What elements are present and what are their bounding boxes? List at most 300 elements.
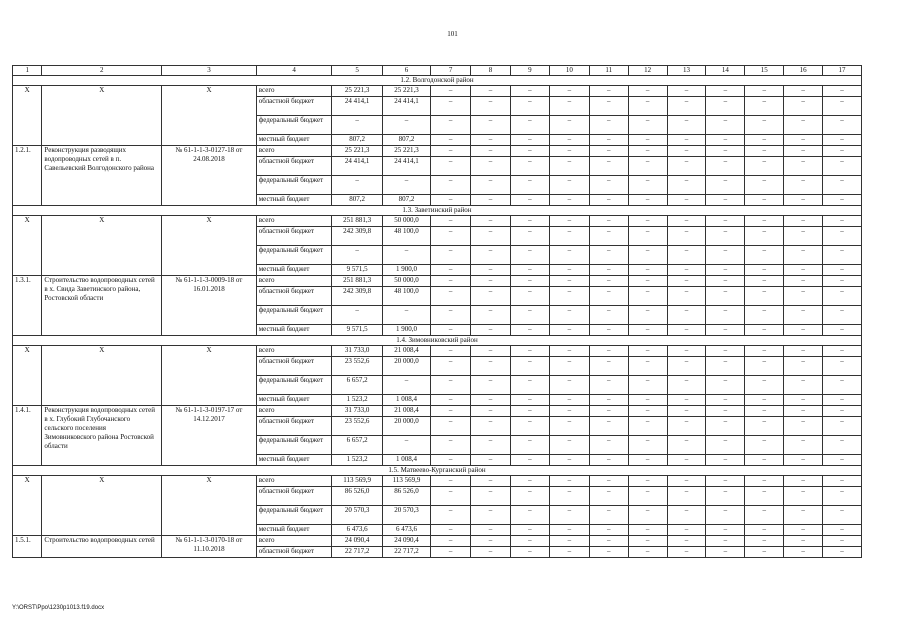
dash-cell: – [745, 86, 784, 97]
dash-cell: – [628, 436, 667, 455]
dash-cell: – [745, 157, 784, 176]
object-name: Строительство водопроводных сетей [42, 536, 162, 558]
dash-cell: – [706, 487, 745, 506]
dash-cell: – [823, 176, 862, 195]
dash-cell: – [706, 246, 745, 265]
dash-cell: – [549, 476, 589, 487]
expertise-document: № 61-1-1-3-0127-18 от 24.08.2018 [162, 146, 257, 206]
x-mark: Х [162, 476, 257, 536]
dash-cell: – [510, 246, 549, 265]
dash-cell: – [784, 325, 823, 336]
dash-cell: – [784, 227, 823, 246]
dash-cell: – [706, 146, 745, 157]
dash-cell: – [706, 265, 745, 276]
dash-cell: – [431, 525, 471, 536]
dash-cell: – [471, 216, 511, 227]
amount-cell: 6 657,2 [332, 436, 382, 455]
dash-cell: – [823, 346, 862, 357]
budget-source-label: всего [256, 536, 332, 547]
dash-cell: – [628, 487, 667, 506]
x-mark: Х [13, 476, 42, 536]
dash-cell: – [510, 346, 549, 357]
dash-cell: – [745, 195, 784, 206]
dash-cell: – [549, 216, 589, 227]
dash-cell: – [431, 176, 471, 195]
dash-cell: – [745, 506, 784, 525]
dash-cell: – [471, 86, 511, 97]
dash-cell: – [784, 276, 823, 287]
dash-cell: – [431, 506, 471, 525]
dash-cell: – [706, 227, 745, 246]
dash-cell: – [510, 325, 549, 336]
amount-cell: 31 733,0 [332, 346, 382, 357]
dash-cell: – [471, 506, 511, 525]
dash-cell: – [431, 487, 471, 506]
budget-source-label: всего [256, 276, 332, 287]
dash-cell: – [510, 525, 549, 536]
amount-cell: 242 309,8 [332, 287, 382, 306]
dash-cell: – [549, 547, 589, 558]
dash-cell: – [549, 455, 589, 466]
x-mark: Х [162, 86, 257, 146]
dash-cell: – [549, 176, 589, 195]
dash-cell: – [510, 86, 549, 97]
dash-cell: – [823, 86, 862, 97]
section-title: 1.4. Зимовниковский район [13, 336, 862, 346]
dash-cell: – [549, 195, 589, 206]
budget-source-label: федеральный бюджет [256, 436, 332, 455]
dash-cell: – [667, 157, 706, 176]
dash-cell: – [628, 195, 667, 206]
amount-cell: 20 570,3 [382, 506, 430, 525]
dash-cell: – [589, 216, 628, 227]
dash-cell: – [431, 146, 471, 157]
table-row [13, 476, 862, 487]
dash-cell: – [706, 86, 745, 97]
dash-cell: – [823, 246, 862, 265]
dash-cell: – [510, 376, 549, 395]
dash-cell: – [784, 476, 823, 487]
dash-cell: – [510, 395, 549, 406]
section-title: 1.2. Волгодонской район [13, 76, 862, 86]
amount-cell: 1 523,2 [332, 455, 382, 466]
amount-cell: 31 733,0 [332, 406, 382, 417]
dash-cell: – [628, 476, 667, 487]
dash-cell: – [549, 276, 589, 287]
dash-cell: – [823, 216, 862, 227]
dash-cell: – [667, 436, 706, 455]
dash-cell: – [745, 395, 784, 406]
dash-cell: – [706, 306, 745, 325]
budget-source-label: всего [256, 216, 332, 227]
dash-cell: – [431, 216, 471, 227]
dash-cell: – [431, 536, 471, 547]
column-number: 15 [745, 66, 784, 76]
dash-cell: – [667, 135, 706, 146]
dash-cell: – [706, 476, 745, 487]
dash-cell: – [549, 287, 589, 306]
dash-cell: – [431, 395, 471, 406]
dash-cell: – [589, 506, 628, 525]
dash-cell: – [667, 216, 706, 227]
dash-cell: – [471, 146, 511, 157]
dash-cell: – [431, 135, 471, 146]
dash-cell: – [431, 417, 471, 436]
dash-cell: – [706, 276, 745, 287]
dash-cell: – [706, 176, 745, 195]
amount-cell: 1 523,2 [332, 395, 382, 406]
dash-cell: – [431, 276, 471, 287]
dash-cell: – [589, 346, 628, 357]
amount-cell: – [332, 176, 382, 195]
expertise-document: № 61-1-1-3-0009-18 от 16.01.2018 [162, 276, 257, 336]
dash-cell: – [706, 157, 745, 176]
amount-cell: – [382, 376, 430, 395]
dash-cell: – [628, 525, 667, 536]
dash-cell: – [784, 376, 823, 395]
dash-cell: – [745, 436, 784, 455]
column-number: 10 [549, 66, 589, 76]
dash-cell: – [549, 306, 589, 325]
amount-cell: 807,2 [332, 135, 382, 146]
dash-cell: – [431, 325, 471, 336]
dash-cell: – [628, 406, 667, 417]
dash-cell: – [823, 536, 862, 547]
dash-cell: – [549, 135, 589, 146]
object-name: Строительство водопроводных сетей в х. Свида Заветинского района, Ростовской области [42, 276, 162, 336]
amount-cell: 807,2 [382, 195, 430, 206]
dash-cell: – [471, 525, 511, 536]
dash-cell: – [431, 246, 471, 265]
dash-cell: – [549, 417, 589, 436]
budget-source-label: местный бюджет [256, 455, 332, 466]
dash-cell: – [823, 287, 862, 306]
dash-cell: – [745, 246, 784, 265]
dash-cell: – [471, 325, 511, 336]
dash-cell: – [745, 536, 784, 547]
amount-cell: 20 570,3 [332, 506, 382, 525]
dash-cell: – [628, 357, 667, 376]
budget-source-label: областной бюджет [256, 157, 332, 176]
dash-cell: – [431, 406, 471, 417]
dash-cell: – [549, 227, 589, 246]
budget-source-label: федеральный бюджет [256, 306, 332, 325]
dash-cell: – [784, 357, 823, 376]
object-number: 1.4.1. [13, 406, 42, 466]
dash-cell: – [510, 265, 549, 276]
dash-cell: – [823, 506, 862, 525]
amount-cell: – [332, 246, 382, 265]
x-mark: Х [42, 86, 162, 146]
dash-cell: – [510, 146, 549, 157]
dash-cell: – [510, 216, 549, 227]
dash-cell: – [628, 506, 667, 525]
budget-source-label: местный бюджет [256, 325, 332, 336]
dash-cell: – [589, 86, 628, 97]
budget-source-label: всего [256, 86, 332, 97]
dash-cell: – [823, 395, 862, 406]
amount-cell: 20 000,0 [382, 357, 430, 376]
amount-cell: 1 900,0 [382, 325, 430, 336]
dash-cell: – [471, 135, 511, 146]
column-number: 13 [667, 66, 706, 76]
dash-cell: – [784, 346, 823, 357]
dash-cell: – [589, 476, 628, 487]
dash-cell: – [706, 195, 745, 206]
dash-cell: – [706, 417, 745, 436]
amount-cell: 24 090,4 [332, 536, 382, 547]
budget-source-label: местный бюджет [256, 195, 332, 206]
amount-cell: 242 309,8 [332, 227, 382, 246]
dash-cell: – [667, 227, 706, 246]
dash-cell: – [628, 176, 667, 195]
amount-cell: – [382, 116, 430, 135]
dash-cell: – [706, 536, 745, 547]
dash-cell: – [745, 287, 784, 306]
dash-cell: – [628, 246, 667, 265]
dash-cell: – [823, 406, 862, 417]
budget-source-label: федеральный бюджет [256, 246, 332, 265]
dash-cell: – [431, 287, 471, 306]
dash-cell: – [628, 135, 667, 146]
dash-cell: – [589, 276, 628, 287]
dash-cell: – [667, 265, 706, 276]
budget-source-label: федеральный бюджет [256, 116, 332, 135]
dash-cell: – [667, 306, 706, 325]
dash-cell: – [667, 325, 706, 336]
dash-cell: – [471, 395, 511, 406]
dash-cell: – [745, 216, 784, 227]
amount-cell: 25 221,3 [332, 146, 382, 157]
column-number: 14 [706, 66, 745, 76]
dash-cell: – [589, 306, 628, 325]
budget-source-label: областной бюджет [256, 487, 332, 506]
column-number-row [13, 66, 862, 76]
dash-cell: – [784, 436, 823, 455]
dash-cell: – [471, 246, 511, 265]
dash-cell: – [589, 406, 628, 417]
dash-cell: – [549, 357, 589, 376]
column-number: 1 [13, 66, 42, 76]
dash-cell: – [589, 325, 628, 336]
dash-cell: – [745, 487, 784, 506]
dash-cell: – [510, 306, 549, 325]
dash-cell: – [510, 436, 549, 455]
dash-cell: – [549, 346, 589, 357]
dash-cell: – [784, 216, 823, 227]
dash-cell: – [628, 157, 667, 176]
dash-cell: – [628, 227, 667, 246]
dash-cell: – [510, 157, 549, 176]
dash-cell: – [628, 417, 667, 436]
x-mark: Х [13, 216, 42, 276]
dash-cell: – [510, 417, 549, 436]
footer-path: Y:\ORST\Ppo\1230p1013.f19.docx [12, 605, 105, 611]
dash-cell: – [549, 395, 589, 406]
section-title-row [13, 76, 862, 86]
amount-cell: – [382, 306, 430, 325]
amount-cell: – [332, 306, 382, 325]
x-mark: Х [162, 346, 257, 406]
dash-cell: – [823, 97, 862, 116]
dash-cell: – [471, 406, 511, 417]
amount-cell: 6 473,6 [332, 525, 382, 536]
dash-cell: – [589, 487, 628, 506]
dash-cell: – [589, 146, 628, 157]
amount-cell: 86 526,0 [332, 487, 382, 506]
dash-cell: – [706, 376, 745, 395]
dash-cell: – [667, 246, 706, 265]
dash-cell: – [784, 146, 823, 157]
amount-cell: 1 008,4 [382, 395, 430, 406]
dash-cell: – [510, 487, 549, 506]
dash-cell: – [628, 146, 667, 157]
amount-cell: 50 000,0 [382, 216, 430, 227]
dash-cell: – [667, 346, 706, 357]
dash-cell: – [667, 487, 706, 506]
dash-cell: – [667, 86, 706, 97]
dash-cell: – [667, 146, 706, 157]
budget-source-label: местный бюджет [256, 525, 332, 536]
amount-cell: 6 657,2 [332, 376, 382, 395]
dash-cell: – [471, 357, 511, 376]
dash-cell: – [706, 455, 745, 466]
dash-cell: – [745, 116, 784, 135]
dash-cell: – [784, 176, 823, 195]
dash-cell: – [784, 306, 823, 325]
dash-cell: – [471, 227, 511, 246]
dash-cell: – [784, 455, 823, 466]
dash-cell: – [706, 135, 745, 146]
dash-cell: – [471, 455, 511, 466]
dash-cell: – [471, 287, 511, 306]
dash-cell: – [471, 536, 511, 547]
dash-cell: – [549, 536, 589, 547]
dash-cell: – [471, 97, 511, 116]
dash-cell: – [667, 287, 706, 306]
dash-cell: – [667, 97, 706, 116]
dash-cell: – [823, 265, 862, 276]
dash-cell: – [549, 506, 589, 525]
dash-cell: – [471, 376, 511, 395]
dash-cell: – [745, 417, 784, 436]
dash-cell: – [431, 227, 471, 246]
dash-cell: – [589, 246, 628, 265]
dash-cell: – [667, 176, 706, 195]
amount-cell: – [382, 436, 430, 455]
dash-cell: – [745, 176, 784, 195]
dash-cell: – [667, 525, 706, 536]
dash-cell: – [431, 376, 471, 395]
expertise-document: № 61-1-1-3-0197-17 от 14.12.2017 [162, 406, 257, 466]
budget-source-label: всего [256, 476, 332, 487]
dash-cell: – [745, 547, 784, 558]
dash-cell: – [784, 417, 823, 436]
dash-cell: – [471, 476, 511, 487]
dash-cell: – [745, 406, 784, 417]
dash-cell: – [745, 346, 784, 357]
column-number: 3 [162, 66, 257, 76]
x-mark: Х [13, 346, 42, 406]
dash-cell: – [589, 265, 628, 276]
dash-cell: – [706, 436, 745, 455]
x-mark: Х [42, 346, 162, 406]
dash-cell: – [706, 406, 745, 417]
dash-cell: – [589, 287, 628, 306]
budget-source-label: всего [256, 346, 332, 357]
budget-source-label: федеральный бюджет [256, 176, 332, 195]
dash-cell: – [628, 97, 667, 116]
amount-cell: – [382, 176, 430, 195]
amount-cell: – [382, 246, 430, 265]
amount-cell: 24 414,1 [382, 157, 430, 176]
dash-cell: – [549, 146, 589, 157]
dash-cell: – [549, 436, 589, 455]
table-row [13, 346, 862, 357]
dash-cell: – [784, 157, 823, 176]
budget-source-label: всего [256, 406, 332, 417]
column-number: 7 [431, 66, 471, 76]
dash-cell: – [589, 357, 628, 376]
dash-cell: – [431, 476, 471, 487]
dash-cell: – [823, 476, 862, 487]
dash-cell: – [784, 287, 823, 306]
dash-cell: – [784, 487, 823, 506]
dash-cell: – [667, 376, 706, 395]
dash-cell: – [823, 306, 862, 325]
dash-cell: – [549, 116, 589, 135]
dash-cell: – [589, 157, 628, 176]
table-row [13, 276, 862, 287]
dash-cell: – [510, 195, 549, 206]
budget-source-label: федеральный бюджет [256, 506, 332, 525]
dash-cell: – [510, 547, 549, 558]
dash-cell: – [784, 395, 823, 406]
dash-cell: – [745, 306, 784, 325]
dash-cell: – [745, 227, 784, 246]
dash-cell: – [823, 227, 862, 246]
dash-cell: – [510, 506, 549, 525]
dash-cell: – [823, 455, 862, 466]
amount-cell: 20 000,0 [382, 417, 430, 436]
dash-cell: – [589, 395, 628, 406]
column-number: 12 [628, 66, 667, 76]
dash-cell: – [745, 276, 784, 287]
object-number: 1.3.1. [13, 276, 42, 336]
dash-cell: – [510, 357, 549, 376]
dash-cell: – [667, 406, 706, 417]
budget-source-label: областной бюджет [256, 287, 332, 306]
dash-cell: – [823, 116, 862, 135]
section-title: 1.3. Заветинский район [13, 206, 862, 216]
dash-cell: – [628, 455, 667, 466]
dash-cell: – [745, 135, 784, 146]
dash-cell: – [706, 395, 745, 406]
dash-cell: – [706, 97, 745, 116]
dash-cell: – [784, 116, 823, 135]
dash-cell: – [431, 86, 471, 97]
amount-cell: 22 717,2 [382, 547, 430, 558]
column-number: 4 [256, 66, 332, 76]
dash-cell: – [589, 195, 628, 206]
dash-cell: – [431, 195, 471, 206]
dash-cell: – [549, 487, 589, 506]
dash-cell: – [745, 265, 784, 276]
dash-cell: – [823, 157, 862, 176]
dash-cell: – [549, 325, 589, 336]
dash-cell: – [706, 547, 745, 558]
dash-cell: – [471, 436, 511, 455]
